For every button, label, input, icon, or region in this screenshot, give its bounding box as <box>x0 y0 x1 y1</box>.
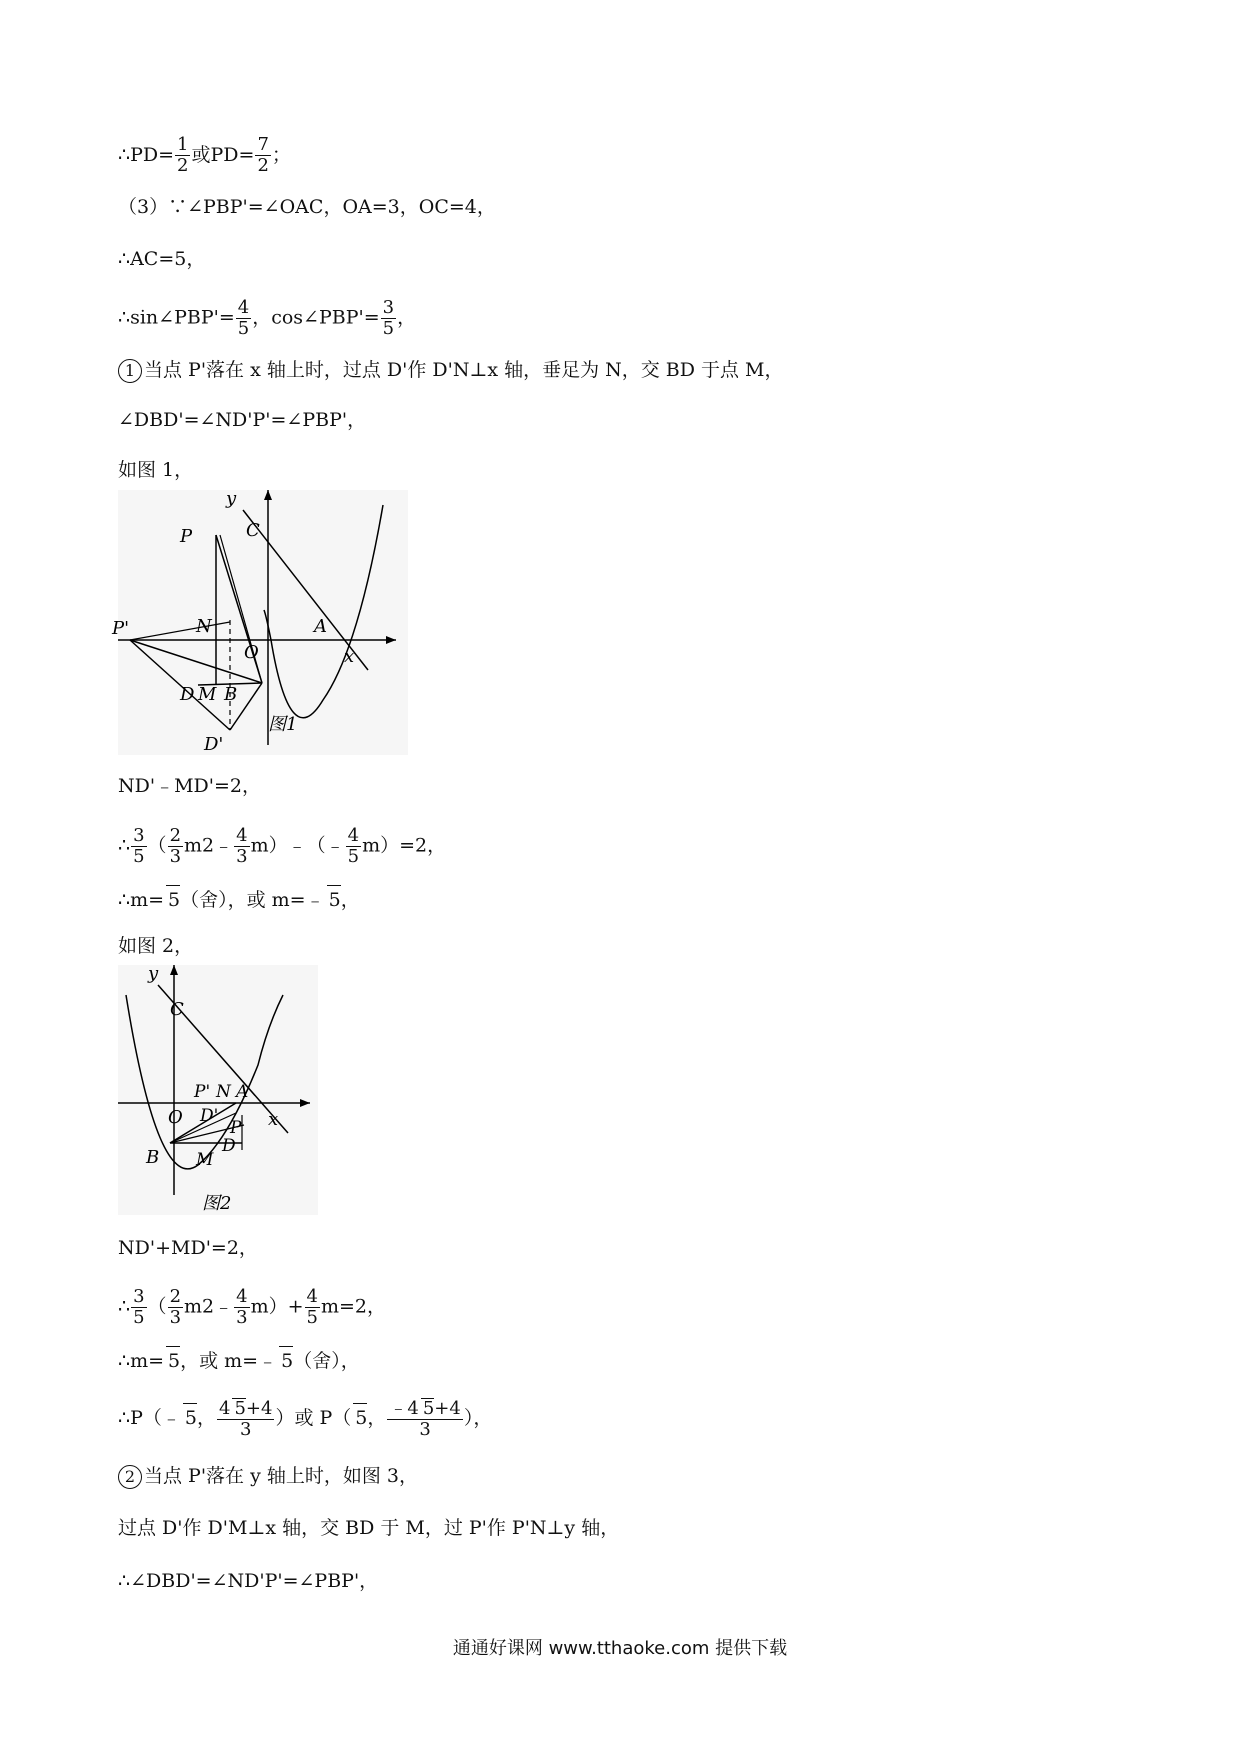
fig2-label-d1: D' <box>200 1106 219 1126</box>
fig2-label-o: O <box>168 1107 183 1128</box>
fig2-label-d: D <box>222 1136 236 1156</box>
fig2-label-y: y <box>148 963 159 984</box>
text-line-15: ∴P（﹣ 5， $\frac{4 5+4}{3}$ ）或 P（ 5， $\frac{﹣4 5+4}{3}$ ）， <box>118 1398 493 1440</box>
text-line-16: 2 当点 P'落在 y 轴上时，如图 3， <box>118 1462 418 1490</box>
fig1-label-o: O <box>244 642 259 663</box>
fig2-caption: 图2 <box>202 1193 232 1214</box>
text-line-8: ND'﹣MD'=2， <box>118 775 262 797</box>
fig1-label-y: y <box>226 488 237 509</box>
text-line-9: ∴ $\frac{3}{5}$ （ $\frac{2}{3}$ m2﹣ $\frac{4}{3}$ m）﹣（﹣ $\frac{4}{5}$ m）=2， <box>118 825 447 867</box>
circled-2: 2 <box>118 1465 142 1489</box>
figure-1-background <box>118 490 408 755</box>
fig2-label-m: M <box>196 1150 214 1170</box>
fig1-label-d1: D' <box>204 734 224 755</box>
circled-1: 1 <box>118 359 142 383</box>
fig2-label-x: x <box>268 1109 279 1130</box>
fig2-label-n: N <box>216 1082 231 1102</box>
fig1-label-d: D <box>180 684 195 705</box>
fig1-caption: 图1 <box>268 714 298 735</box>
fig1-label-p: P <box>180 526 193 547</box>
fig2-label-p1: P' <box>194 1082 211 1102</box>
fig2-label-c: C <box>170 999 184 1020</box>
figure-1 <box>112 488 408 755</box>
fig1-label-a: A <box>314 616 327 637</box>
figure-2 <box>118 965 318 1215</box>
text-line-4: ∴sin∠PBP'= $\frac{4}{5}$ ，cos∠PBP'= $\frac{3}{5}$ ， <box>118 297 417 339</box>
fig1-label-c: C <box>246 520 260 541</box>
fig1-label-n: N <box>196 616 212 637</box>
text-line-12: ND'+MD'=2， <box>118 1237 258 1259</box>
fig2-label-b: B <box>146 1147 160 1168</box>
text-line-5: 1 当点 P'落在 x 轴上时，过点 D'作 D'N⊥x 轴，垂足为 N，交 BD 于点 M， <box>118 356 784 384</box>
text-line-6: ∠DBD'=∠ND'P'=∠PBP'， <box>118 409 367 431</box>
text-line-7: 如图 1， <box>118 459 194 481</box>
text-line-17: 过点 D'作 D'M⊥x 轴，交 BD 于 M，过 P'作 P'N⊥y 轴， <box>118 1517 620 1539</box>
fig1-label-p1: P' <box>112 618 130 639</box>
text-line-1 <box>118 135 291 176</box>
fig1-label-b: B <box>224 684 238 705</box>
line-1-content: ∴PD= $\frac{1}{2}$ 或PD= $\frac{7}{2}$ ； <box>118 134 291 176</box>
fig1-label-m: M <box>198 684 217 705</box>
fig2-label-p: P <box>230 1118 242 1138</box>
text-line-14: ∴m= 5，或 m=﹣ 5（舍）， <box>118 1346 360 1375</box>
text-line-13: ∴ $\frac{3}{5}$ （ $\frac{2}{3}$ m2﹣ $\frac{4}{3}$ m）+ $\frac{4}{5}$ m=2， <box>118 1286 386 1328</box>
text-line-18: ∴∠DBD'=∠ND'P'=∠PBP'， <box>118 1570 379 1592</box>
text-line-11: 如图 2， <box>118 935 194 957</box>
fig1-label-x: x <box>344 646 355 667</box>
footer-text: 通通好课网 www.tthaoke.com 提供下载 <box>452 1638 788 1659</box>
text-line-10: ∴m= 5（舍），或 m=﹣ 5， <box>118 885 360 914</box>
text-line-2: （3）∵∠PBP'=∠OAC，OA=3，OC=4， <box>118 196 496 218</box>
text-line-3: ∴AC=5， <box>118 248 206 270</box>
fig2-label-a: A <box>236 1082 249 1102</box>
